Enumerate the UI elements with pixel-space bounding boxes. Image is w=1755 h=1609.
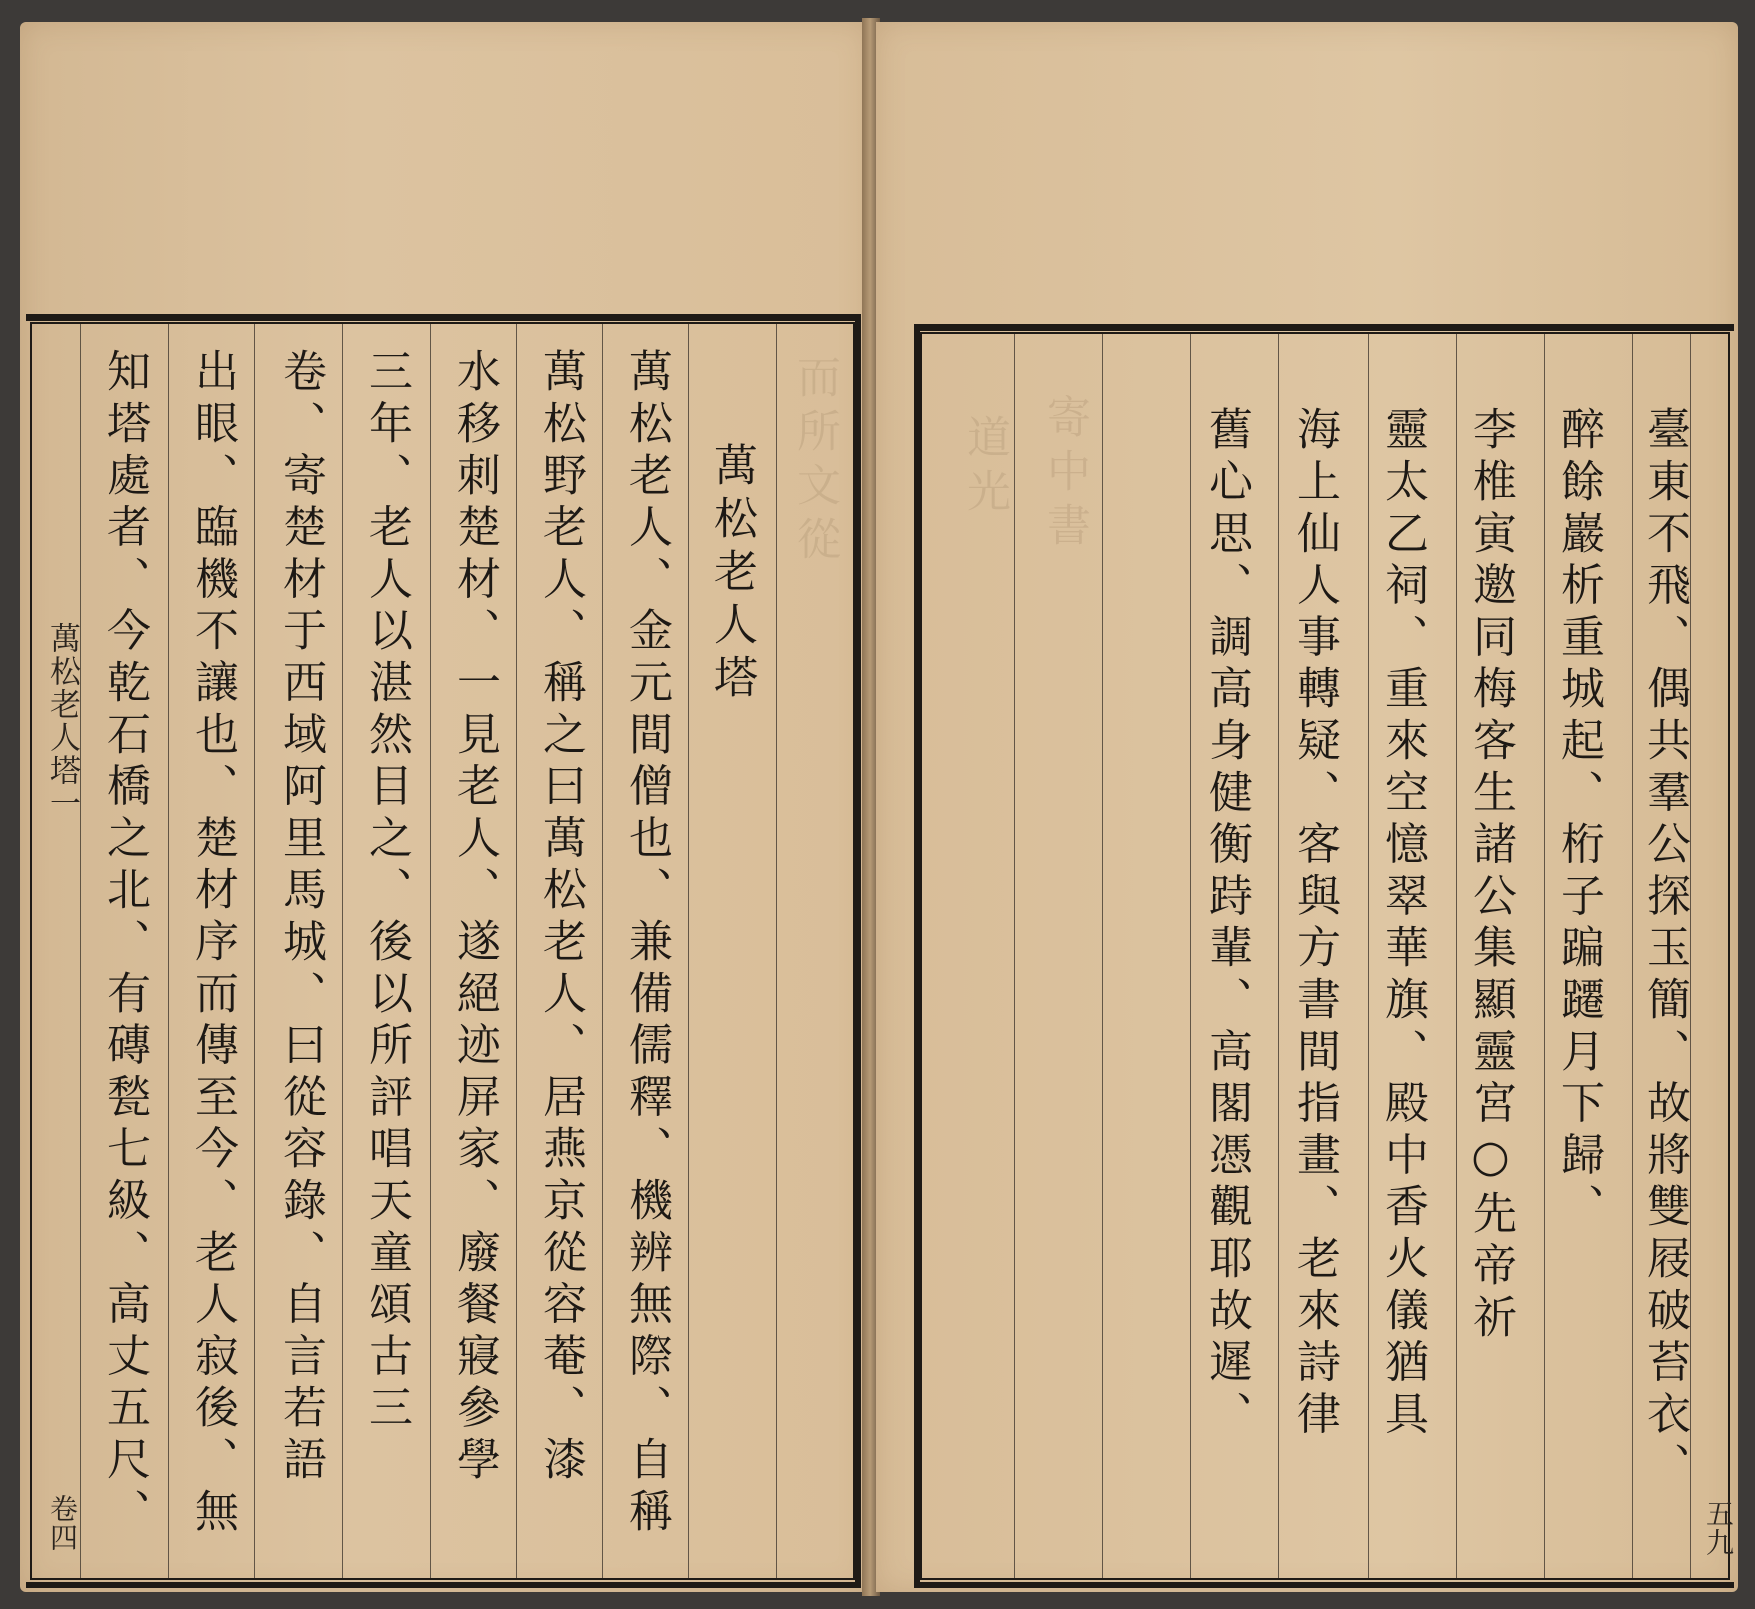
- text-column-6: 舊心思、調高身健衡跱輩、高閣憑觀耶故遲、: [1201, 406, 1252, 1442]
- frame-top-rule: [26, 314, 859, 321]
- text-column-7: 知塔處者、今乾石橋之北、有磚甃七級、高丈五尺、: [99, 348, 150, 1540]
- frame-top-rule: [916, 324, 1734, 331]
- frame-outer-rule: [855, 314, 861, 1588]
- column-divider: [1278, 334, 1279, 1578]
- bleed-through-text: 道光: [959, 414, 1010, 522]
- text-column-2: 萬松野老人、稱之曰萬松老人、居燕京從容菴、漆: [535, 348, 586, 1488]
- column-divider: [1690, 334, 1691, 1578]
- margin-title: 萬松老人塔一: [44, 622, 80, 820]
- text-column-1: 萬松老人、金元間僧也、兼備儒釋、機辨無際、自稱: [621, 348, 672, 1540]
- column-divider: [1102, 334, 1103, 1578]
- left-page-frame: [30, 322, 855, 1580]
- text-column-5: 海上仙人事轉疑、客與方書間指畫、老來詩律: [1289, 406, 1340, 1442]
- page-number: 五九: [1702, 1499, 1735, 1557]
- right-page: [876, 22, 1738, 1592]
- column-divider: [80, 324, 81, 1578]
- left-page: [20, 22, 868, 1592]
- column-divider: [1544, 334, 1545, 1578]
- frame-bottom-rule: [916, 1582, 1734, 1588]
- text-column-5: 卷、寄楚材于西域阿里馬城、曰從容錄、自言若語: [275, 348, 326, 1488]
- column-divider: [168, 324, 169, 1578]
- text-column-3: 水移刺楚材、一見老人、遂絕迹屏家、廢餐寢參學: [449, 348, 500, 1488]
- column-divider: [516, 324, 517, 1578]
- right-page-frame: [920, 332, 1735, 1580]
- frame-bottom-rule: [26, 1582, 859, 1588]
- column-divider: [688, 324, 689, 1578]
- column-divider: [602, 324, 603, 1578]
- text-column-1: 臺東不飛、偶共羣公探玉簡、故將雙屐破苔衣、: [1639, 406, 1690, 1494]
- column-divider: [776, 324, 777, 1578]
- column-divider: [1456, 334, 1457, 1578]
- column-divider: [1368, 334, 1369, 1578]
- bleed-through-text: 寄中書: [1039, 394, 1090, 556]
- text-column-3: 李椎寅邀同梅客生諸公集顯靈宮○先帝祈: [1465, 406, 1516, 1346]
- section-title: 萬松老人塔: [706, 442, 757, 707]
- column-divider: [254, 324, 255, 1578]
- juan-label: 卷四: [46, 1494, 79, 1552]
- column-divider: [342, 324, 343, 1578]
- bleed-through-text: 而所文從: [789, 354, 840, 570]
- frame-outer-rule: [914, 324, 920, 1588]
- text-column-2: 醉餘巖析重城起、桁子蹁躚月下歸、: [1553, 406, 1604, 1235]
- text-column-4: 三年、老人以湛然目之、後以所評唱天童頌古三: [361, 348, 412, 1436]
- column-divider: [1632, 334, 1633, 1578]
- column-divider: [1190, 334, 1191, 1578]
- text-column-6: 出眼、臨機不讓也、楚材序而傳至今、老人寂後、無: [187, 348, 238, 1540]
- text-column-4: 靈太乙祠、重來空憶翠華旗、殿中香火儀猶具: [1377, 406, 1428, 1442]
- column-divider: [430, 324, 431, 1578]
